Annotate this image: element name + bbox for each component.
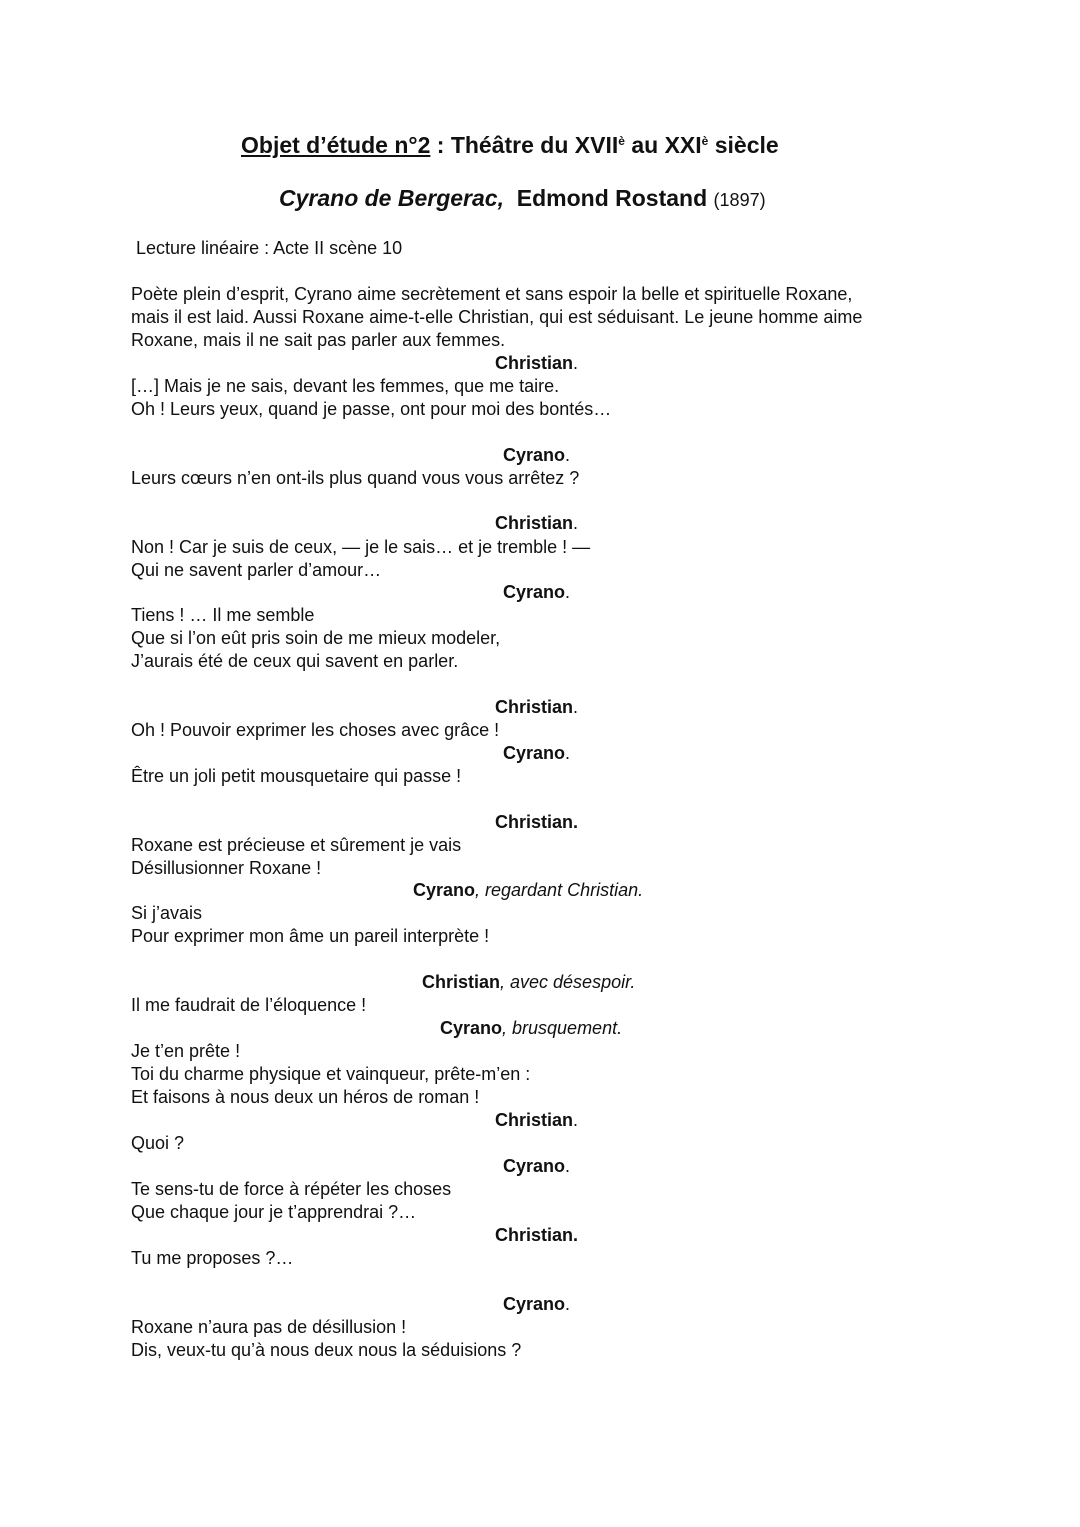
verse-line: Tu me proposes ?… — [131, 1248, 294, 1268]
speaker-name: Cyrano — [503, 1294, 566, 1314]
verse-line: Te sens-tu de force à répéter les choses — [131, 1179, 452, 1199]
ordinal-sup: è — [701, 134, 709, 148]
verse-line: Quoi ? — [131, 1133, 185, 1153]
speaker-dot: . — [565, 743, 571, 763]
speaker-name: Christian — [495, 353, 574, 373]
verse-line: Qui ne savent parler d’amour… — [131, 560, 382, 580]
verse-line: J’aurais été de ceux qui savent en parler. — [131, 651, 459, 671]
speaker-christian — [495, 696, 578, 718]
speaker-name: Christian — [495, 697, 574, 717]
speaker-christian — [495, 352, 578, 374]
verse-line: Que si l’on eût pris soin de me mieux modeler, — [131, 628, 501, 648]
intro-line: Poète plein d’esprit, Cyrano aime secrètement et sans espoir la belle et spirituelle Roxane, — [131, 284, 853, 304]
speaker-name: Christian — [495, 1110, 574, 1130]
speaker-cyrano — [440, 1017, 622, 1039]
verse-line: Oh ! Pouvoir exprimer les choses avec grâce ! — [131, 720, 500, 740]
subject-end: siècle — [708, 132, 779, 158]
speaker-dot: . — [573, 353, 579, 373]
page-title — [241, 131, 779, 159]
stage-direction: , brusquement. — [502, 1018, 623, 1038]
speaker-name: Cyrano — [413, 880, 476, 900]
subject-mid: au XXI — [624, 132, 702, 158]
speaker-dot: . — [565, 445, 571, 465]
verse-line: Leurs cœurs n’en ont-ils plus quand vous vous arrêtez ? — [131, 468, 580, 488]
verse-line: Que chaque jour je t’apprendrai ?… — [131, 1202, 417, 1222]
subject-label: Objet d’étude n°2 — [241, 132, 431, 158]
speaker-name: Christian — [422, 972, 501, 992]
speaker-name: Cyrano — [503, 743, 566, 763]
work-year: (1897) — [713, 190, 766, 210]
intro-line: mais il est laid. Aussi Roxane aime-t-elle Christian, qui est séduisant. Le jeune homme aime — [131, 307, 863, 327]
verse-line: Il me faudrait de l’éloquence ! — [131, 995, 367, 1015]
speaker-cyrano — [413, 879, 643, 901]
work-title: Cyrano de Bergerac, — [279, 185, 504, 211]
verse-line: Être un joli petit mousquetaire qui passe ! — [131, 766, 462, 786]
speaker-dot: . — [565, 1294, 571, 1314]
stage-direction: , regardant Christian. — [475, 880, 644, 900]
verse-line: Tiens ! … Il me semble — [131, 605, 315, 625]
speaker-dot: . — [573, 697, 579, 717]
speaker-dot: . — [565, 582, 571, 602]
intro-line: Roxane, mais il ne sait pas parler aux femmes. — [131, 330, 506, 350]
verse-line: Désillusionner Roxane ! — [131, 858, 322, 878]
speaker-cyrano — [503, 581, 570, 603]
ordinal-sup: è — [618, 134, 625, 148]
verse-line: […] Mais je ne sais, devant les femmes, que me taire. — [131, 376, 560, 396]
speaker-dot: . — [573, 1110, 579, 1130]
verse-line: Dis, veux-tu qu’à nous deux nous la séduisions ? — [131, 1340, 522, 1360]
speaker-christian — [422, 971, 635, 993]
verse-line: Et faisons à nous deux un héros de roman ! — [131, 1087, 480, 1107]
verse-line: Toi du charme physique et vainqueur, prête-m’en : — [131, 1064, 531, 1084]
speaker-name: Cyrano — [503, 582, 566, 602]
speaker-name: Cyrano — [503, 1156, 566, 1176]
verse-line: Si j’avais — [131, 903, 203, 923]
speaker-christian — [495, 512, 578, 534]
speaker-dot: . — [565, 1156, 571, 1176]
speaker-name: Cyrano — [440, 1018, 503, 1038]
speaker-cyrano — [503, 742, 570, 764]
speaker-cyrano — [503, 444, 570, 466]
work-heading — [279, 184, 766, 214]
verse-line: Pour exprimer mon âme un pareil interprète ! — [131, 926, 490, 946]
lecture-label: Lecture linéaire : Acte II scène 10 — [136, 238, 403, 258]
speaker-name: Christian — [495, 513, 574, 533]
verse-line: Oh ! Leurs yeux, quand je passe, ont pour moi des bontés… — [131, 399, 612, 419]
speaker-christian: Christian. — [495, 1225, 579, 1245]
speaker-christian: Christian. — [495, 812, 579, 832]
speaker-cyrano — [503, 1155, 570, 1177]
verse-line: Roxane n’aura pas de désillusion ! — [131, 1317, 407, 1337]
stage-direction: , avec désespoir. — [500, 972, 636, 992]
verse-line: Je t’en prête ! — [131, 1041, 241, 1061]
speaker-dot: . — [573, 513, 579, 533]
verse-line: Roxane est précieuse et sûrement je vais — [131, 835, 462, 855]
verse-line: Non ! Car je suis de ceux, — je le sais… et je tremble ! — — [131, 537, 591, 557]
work-author: Edmond Rostand — [516, 185, 708, 211]
subject-text: : Théâtre du XVII — [430, 132, 619, 158]
speaker-cyrano — [503, 1293, 570, 1315]
speaker-christian — [495, 1109, 578, 1131]
speaker-name: Cyrano — [503, 445, 566, 465]
